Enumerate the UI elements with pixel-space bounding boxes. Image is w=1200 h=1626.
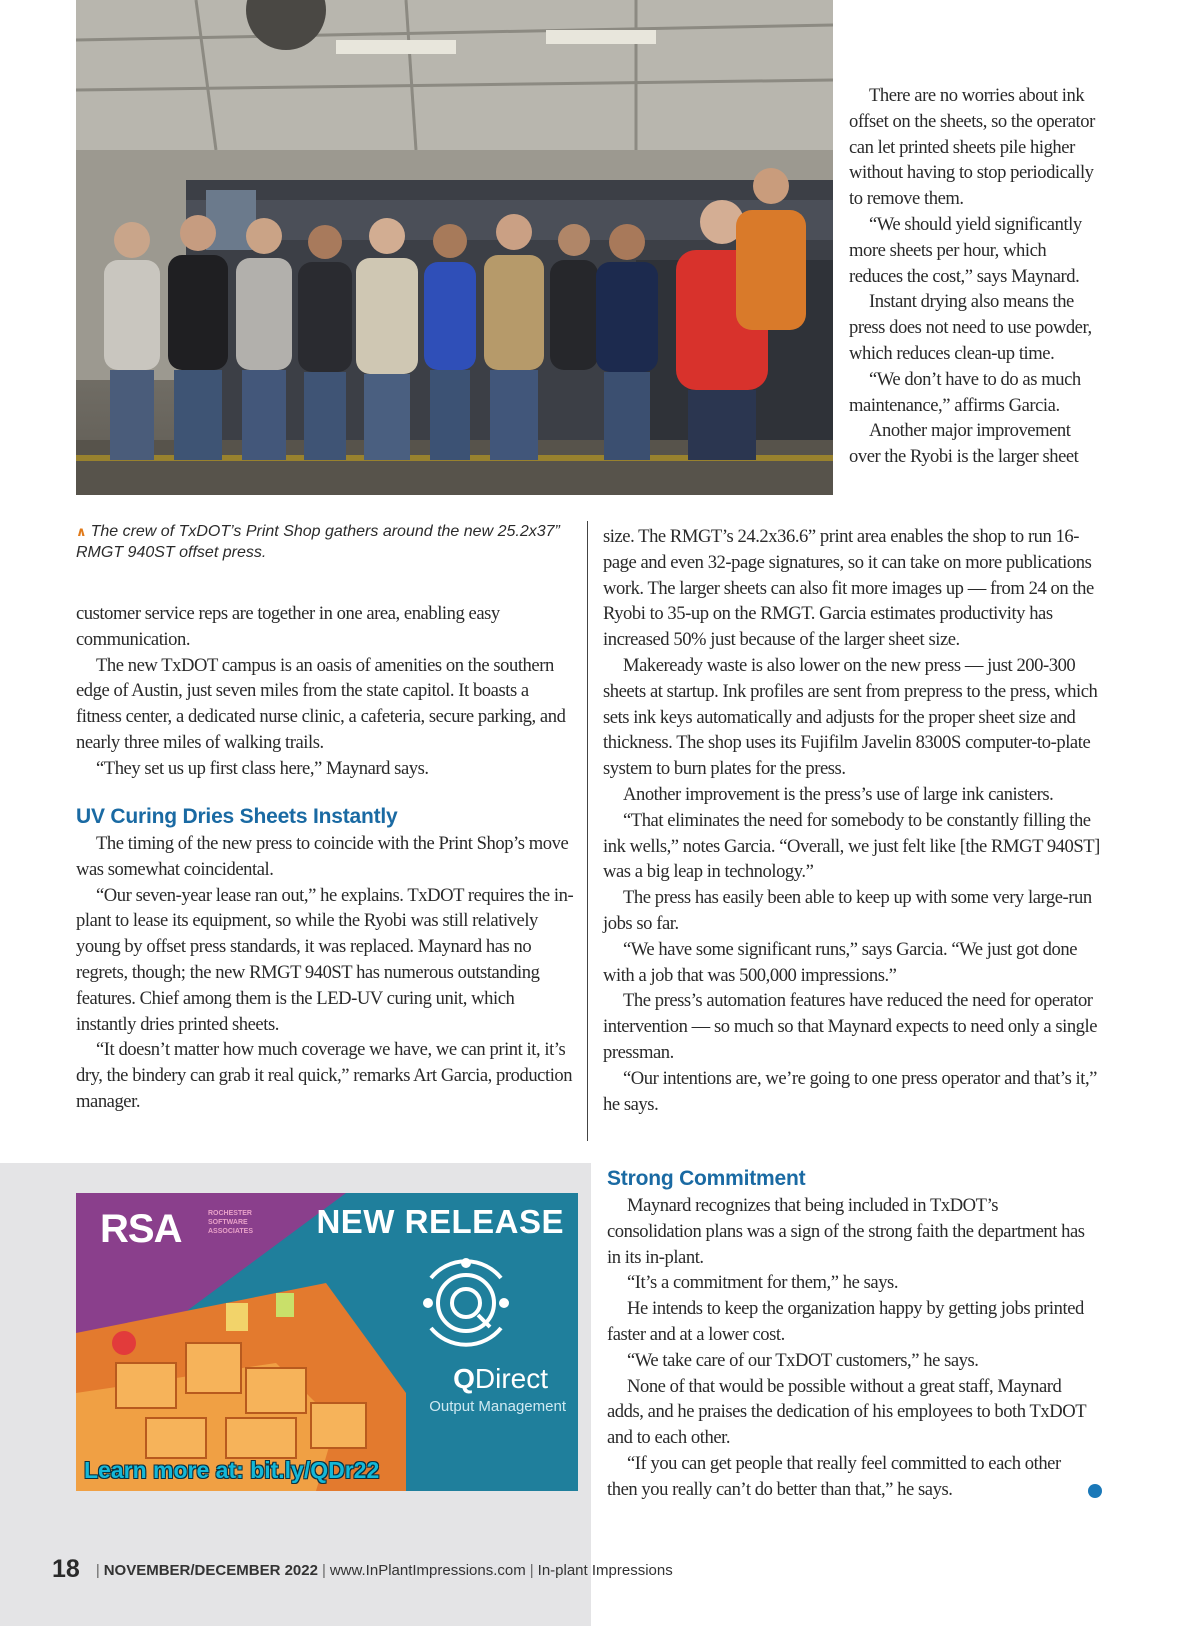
page-number: 18 — [52, 1555, 80, 1583]
paragraph: None of that would be possible without a great staff, Maynard adds, and he praises the dedication of his employees to both TxDOT and to each other. — [607, 1375, 1086, 1449]
website-link[interactable]: www.InPlantImpressions.com — [329, 1562, 526, 1579]
section-heading-strong-commitment: Strong Commitment — [607, 1167, 806, 1190]
paragraph: The new TxDOT campus is an oasis of amenities on the southern edge of Austin, just seven miles from the state capitol. It boasts a fitness center, a dedicated nurse clinic, a cafeteria, secure parking, and nearly three miles of walking trails. — [76, 654, 566, 753]
rsa-logo: RSA — [100, 1207, 182, 1251]
footer-separator: | — [95, 1562, 100, 1579]
end-of-article-dot-icon — [1088, 1484, 1102, 1498]
paragraph: “If you can get people that really feel committed to each other then you really can’t do better than that,” he says. — [607, 1452, 1061, 1500]
issue-date: NOVEMBER/DECEMBER 2022 — [103, 1562, 318, 1579]
qdirect-product-rest: Direct — [474, 1363, 548, 1394]
paragraph: Another major improvement over the Ryobi is the larger sheet — [849, 420, 1079, 468]
paragraph: “We have some significant runs,” says Garcia. “We just got done with a job that was 500,000 impressions.” — [603, 938, 1078, 986]
paragraph: The press has easily been able to keep up with some very large-run jobs so far. — [603, 887, 1092, 934]
photo-caption-text: The crew of TxDOT’s Print Shop gathers around the new 25.2x37” RMGT 940ST offset press. — [76, 523, 560, 561]
footer-separator: | — [529, 1562, 534, 1579]
paragraph: The press’s automation features have reduced the need for operator intervention — so much so that Maynard expects to need only a single pressman. — [603, 990, 1098, 1063]
press-crew-photo — [76, 0, 833, 495]
paragraph: customer service reps are together in one area, enabling easy communication. — [76, 603, 500, 650]
section-heading-uv-curing: UV Curing Dries Sheets Instantly — [76, 805, 398, 828]
paragraph: “It’s a commitment for them,” he says. — [627, 1272, 899, 1294]
photo-caption — [76, 521, 576, 563]
photo-illustration — [76, 0, 833, 495]
paragraph: Another improvement is the press’s use of large ink canisters. — [623, 783, 1054, 805]
paragraph: Instant drying also means the press does not need to use powder, which reduces clean-up time. — [849, 291, 1092, 364]
ad-headline: NEW RELEASE — [316, 1203, 564, 1240]
paragraph: “We take care of our TxDOT customers,” he says. — [627, 1349, 979, 1371]
caret-up-icon: ∧ — [76, 524, 87, 539]
qdirect-product-q: Q — [453, 1363, 475, 1394]
paragraph: “Our intentions are, we’re going to one press operator and that’s it,” he says. — [603, 1067, 1097, 1115]
paragraph: “That eliminates the need for somebody to be constantly filling the ink wells,” notes Garcia. “Overall, we just felt like [the RMGT 940ST] was a big leap in technology.” — [603, 809, 1100, 883]
paragraph: Maynard recognizes that being included in TxDOT’s consolidation plans was a sign of the strong faith the department has in its in-plant. — [607, 1195, 1085, 1268]
ad-learn-more-link[interactable]: Learn more at: bit.ly/QDr22 — [84, 1457, 380, 1483]
paragraph: There are no worries about ink offset on the sheets, so the operator can let printed sheets pile higher without having to stop periodically to remove them. — [849, 85, 1095, 210]
column-divider — [587, 521, 588, 1141]
paragraph: “Our seven-year lease ran out,” he explains. TxDOT requires the in-plant to lease its equipment, so while the Ryobi was still relatively young by offset press standards, it was replaced. Maynard has no regrets, though; the new RMGT 940ST has numerous outstanding features. Chief among them is the LED-UV curing unit, which instantly dries printed sheets. — [76, 884, 574, 1035]
paragraph: He intends to keep the organization happy by getting jobs printed faster and at a lower cost. — [607, 1298, 1084, 1345]
page-footer — [52, 1555, 673, 1584]
magazine-name: In-plant Impressions — [537, 1562, 673, 1579]
paragraph: Makeready waste is also lower on the new press — just 200-300 sheets at startup. Ink profiles are sent from prepress to the press, which sets ink keys automatically and adjusts for the proper sheet size and thickness. The shop uses its Fujifilm Javelin 8300S computer-to-plate system to burn plates for the press. — [603, 654, 1098, 780]
right-top-column — [849, 83, 1104, 470]
left-column-continued — [76, 831, 574, 1115]
rsa-qdirect-advertisement[interactable] — [76, 1193, 578, 1491]
paragraph: The timing of the new press to coincide with the Print Shop’s move was somewhat coincidental. — [76, 833, 569, 880]
rsa-logo-subtitle: ROCHESTER SOFTWARE ASSOCIATES — [208, 1210, 253, 1235]
right-column-continued — [607, 1193, 1087, 1503]
paragraph: “It doesn’t matter how much coverage we have, we can print it, it’s dry, the bindery can grab it real quick,” remarks Art Garcia, production manager. — [76, 1039, 573, 1112]
paragraph: “We should yield significantly more sheets per hour, which reduces the cost,” says Maynard. — [849, 213, 1082, 287]
right-column — [603, 524, 1103, 1117]
qdirect-product-name — [453, 1363, 548, 1395]
qdirect-product-subtitle: Output Management — [429, 1398, 566, 1415]
paragraph: “They set us up first class here,” Maynard says. — [96, 757, 429, 779]
left-column — [76, 601, 574, 782]
footer-separator: | — [321, 1562, 326, 1579]
paragraph: size. The RMGT’s 24.2x36.6” print area enables the shop to run 16-page and even 32-page signatures, so it can take on more publications work. The larger sheets can also fit more images up — from 24 on the Ryobi to 35-up on the RMGT. Garcia estimates productivity has increased 50% just because of the larger sheet size. — [603, 526, 1094, 651]
paragraph: “We don’t have to do as much maintenance,” affirms Garcia. — [849, 368, 1081, 416]
